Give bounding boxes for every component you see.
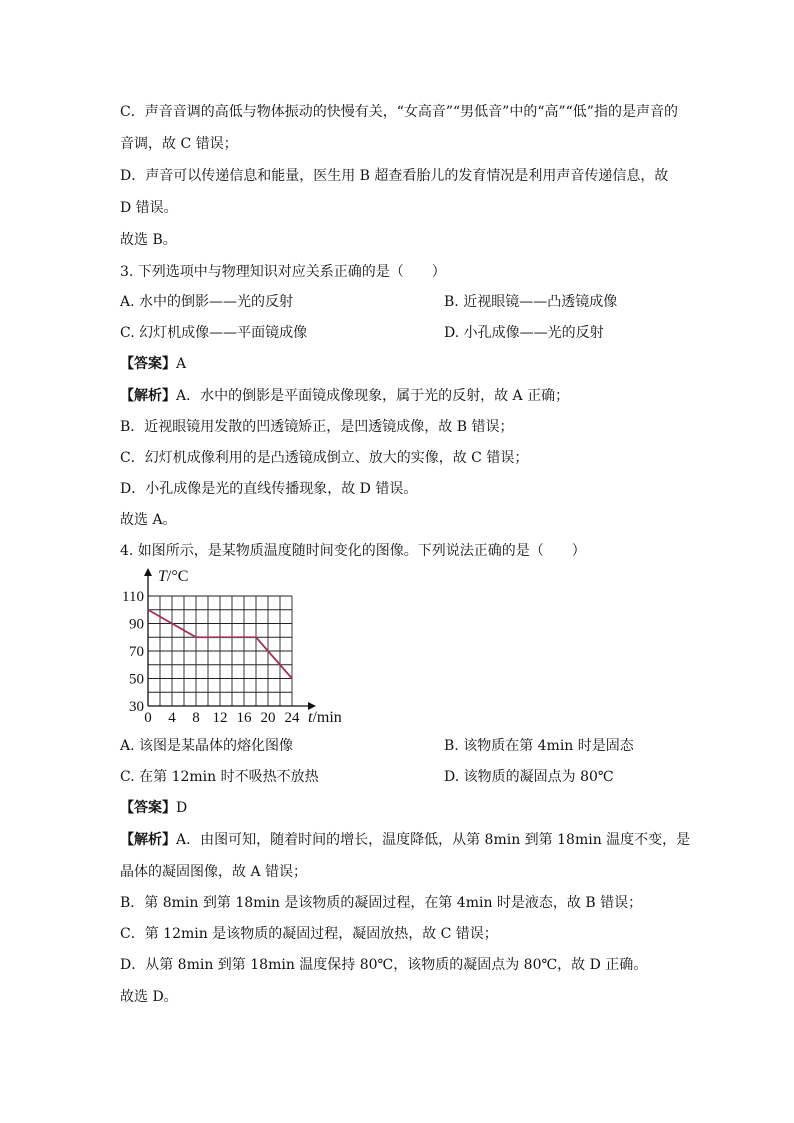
q3-option-b: B. 近视眼镜——凸透镜成像	[444, 294, 618, 310]
q4-option-b: B. 该物质在第 4min 时是固态	[444, 738, 634, 754]
y-tick-label: 110	[122, 589, 144, 605]
explanation-label: 【解析】	[120, 832, 176, 848]
chart-axes	[144, 568, 316, 710]
q4-option-a: A. 该图是某晶体的熔化图像	[120, 738, 294, 754]
explanation-text: A．水中的倒影是平面镜成像现象，属于光的反射，故 A 正确；	[176, 388, 570, 404]
paragraph-d: D．声音可以传递信息和能量，医生用 B 超查看胎儿的发育情况是利用声音传递信息，故	[120, 168, 669, 184]
answer-select-3: 故选 A。	[120, 512, 177, 528]
q3-option-d: D. 小孔成像——光的反射	[444, 325, 604, 341]
q3-option-a: A. 水中的倒影——光的反射	[120, 294, 294, 310]
q4-option-c: C. 在第 12min 时不吸热不放热	[120, 769, 319, 785]
temperature-time-chart	[118, 562, 358, 727]
explanation-label: 【解析】	[120, 388, 176, 404]
x-tick-label: 8	[192, 710, 200, 726]
answer-label: 【答案】	[120, 800, 176, 816]
paragraph-d-cont: D 错误。	[120, 200, 178, 216]
explanation-text: A．由图可知，随着时间的增长，温度降低，从第 8min 到第 18min 温度不变，是	[176, 832, 691, 848]
chart-y-ticks	[122, 589, 144, 715]
question-4: 4. 如图所示，是某物质温度随时间变化的图像。下列说法正确的是（ ）	[120, 543, 586, 559]
x-tick-label: 0	[144, 710, 152, 726]
chart-grid	[148, 596, 292, 706]
answer-label: 【答案】	[120, 356, 176, 372]
q4-explanation-b: B．第 8min 到第 18min 是该物质的凝固过程，在第 4min 时是液态，故 B 错误；	[120, 895, 643, 911]
q4-answer	[120, 798, 187, 818]
q3-explanation-c: C．幻灯机成像利用的是凸透镜成倒立、放大的实像，故 C 错误；	[120, 450, 529, 466]
answer-select-4: 故选 D。	[120, 989, 178, 1005]
answer-select-2: 故选 B。	[120, 232, 177, 248]
q3-explanation-d: D．小孔成像是光的直线传播现象，故 D 错误。	[120, 481, 418, 497]
question-3: 3. 下列选项中与物理知识对应关系正确的是（ ）	[120, 264, 446, 280]
y-tick-label: 30	[129, 699, 144, 715]
x-tick-label: 16	[236, 710, 252, 726]
q3-answer	[120, 354, 186, 374]
y-tick-label: 50	[129, 671, 144, 688]
q4-explanation-c: C．第 12min 是该物质的凝固过程，凝固放热，故 C 错误；	[120, 926, 498, 942]
answer-value: D	[176, 800, 188, 816]
q4-explanation-a	[120, 830, 690, 850]
q4-option-d: D. 该物质的凝固点为 80℃	[444, 769, 614, 785]
chart-xlabel: t/min	[308, 709, 342, 726]
q4-explanation-a-cont: 晶体的凝固图像，故 A 错误；	[120, 864, 308, 880]
chart-x-ticks	[144, 710, 300, 726]
x-tick-label: 4	[168, 710, 176, 726]
q3-explanation-b: B．近视眼镜用发散的凹透镜矫正，是凹透镜成像，故 B 错误；	[120, 419, 514, 435]
x-tick-label: 20	[260, 710, 276, 726]
y-axis-arrow	[144, 568, 152, 576]
q4-explanation-d: D．从第 8min 到第 18min 温度保持 80℃，该物质的凝固点为 80℃，故 D 正确。	[120, 957, 648, 973]
q3-option-c: C. 幻灯机成像——平面镜成像	[120, 325, 308, 341]
x-tick-label: 12	[212, 710, 228, 726]
y-tick-label: 70	[129, 644, 144, 660]
y-tick-label: 90	[129, 616, 144, 633]
answer-value: A	[176, 356, 187, 372]
chart-ylabel: T/°C	[158, 568, 189, 585]
x-tick-label: 24	[284, 710, 300, 726]
paragraph-c-cont: 音调，故 C 错误；	[120, 136, 238, 152]
paragraph-c: C．声音音调的高低与物体振动的快慢有关，“女高音”“男低音”中的“高”“低”指的是声音的	[120, 104, 678, 120]
q3-explanation-a	[120, 386, 569, 406]
